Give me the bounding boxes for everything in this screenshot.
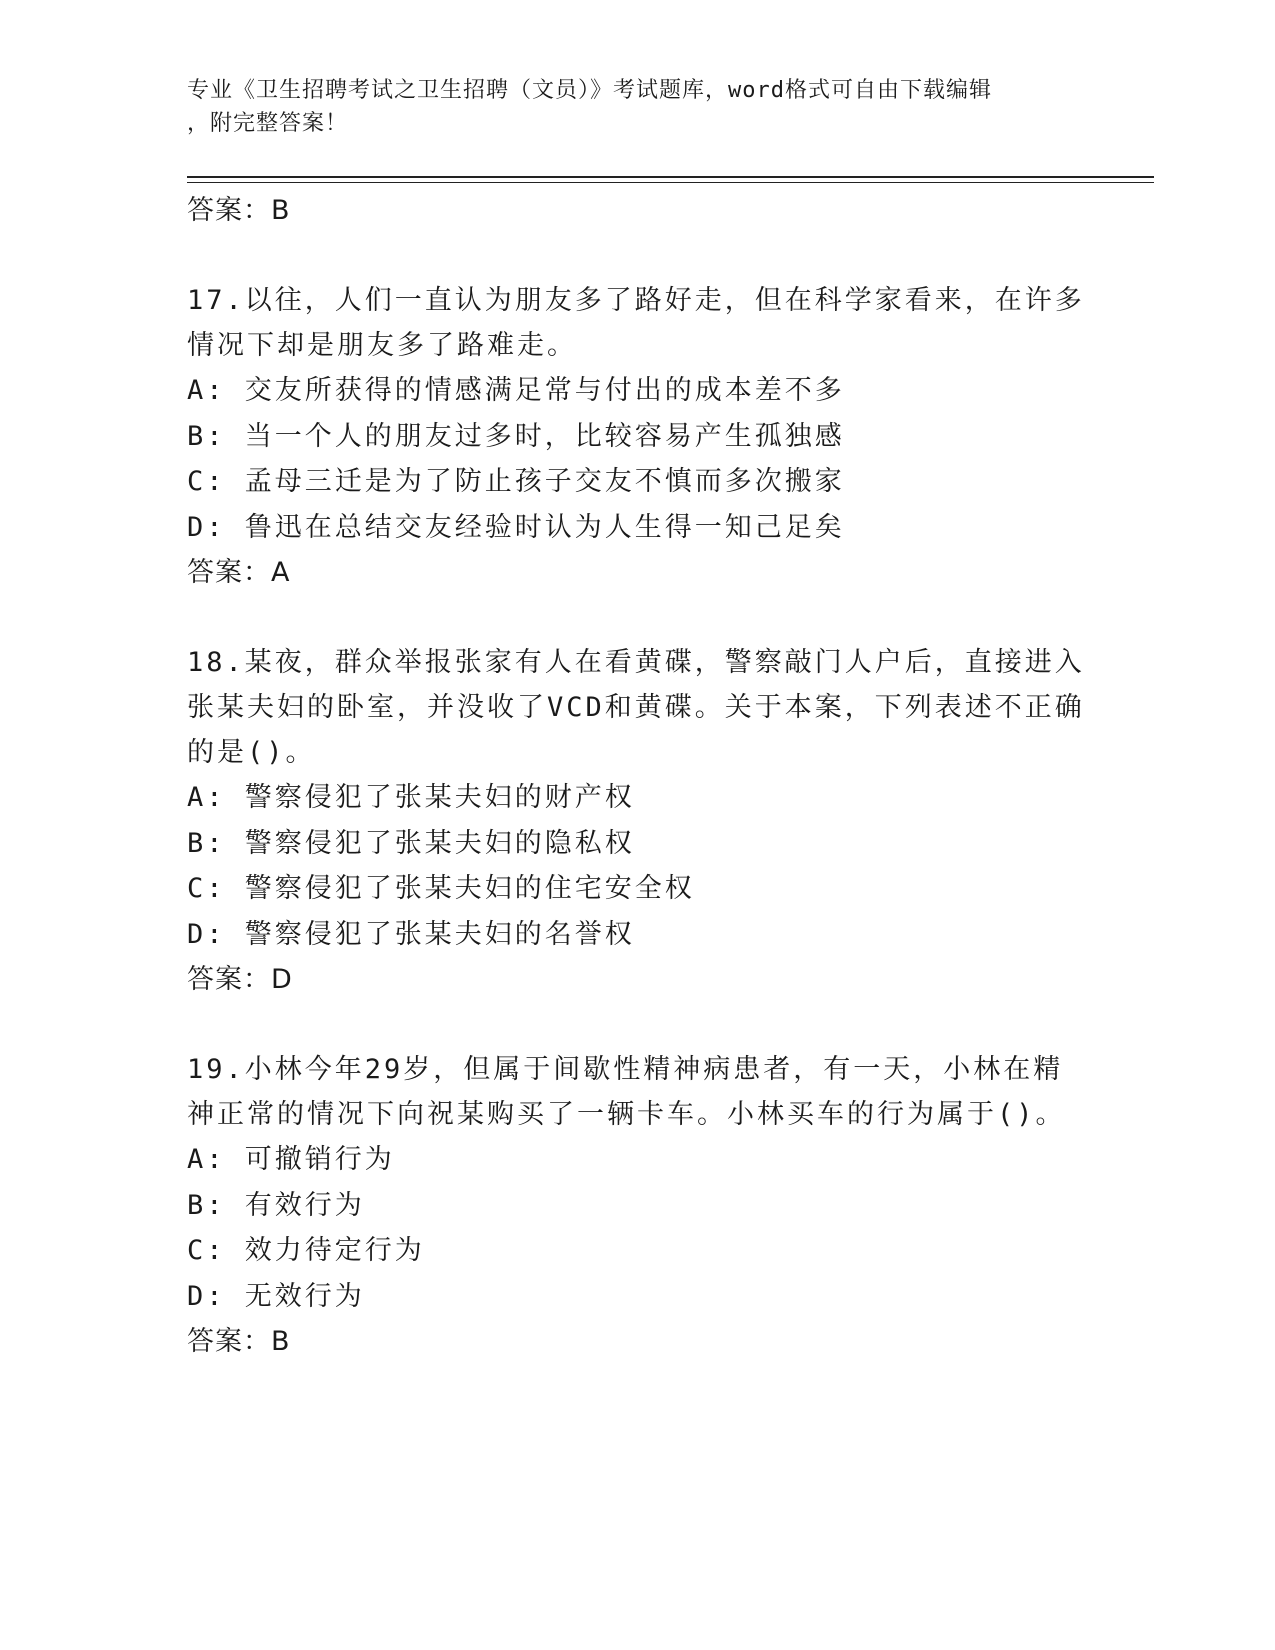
answer-line: 答案：B xyxy=(187,195,291,226)
answer-line: 答案：B xyxy=(187,1326,291,1357)
spacer xyxy=(187,596,1087,640)
spacer xyxy=(187,234,1087,278)
question-text: 19.小林今年29岁，但属于间歇性精神病患者，有一天，小林在精神正常的情况下向祝某购买了一辆卡车。小林买车的行为属于()。 xyxy=(187,1054,1066,1130)
header-line-2: ，附完整答案！ xyxy=(187,111,349,136)
option-c: C: 警察侵犯了张某夫妇的住宅安全权 xyxy=(187,873,695,904)
spacer xyxy=(187,1003,1087,1047)
option-a: A: 交友所获得的情感满足常与付出的成本差不多 xyxy=(187,375,845,406)
option-c: C: 孟母三迁是为了防止孩子交友不慎而多次搬家 xyxy=(187,466,845,497)
header-line-1: 专业《卫生招聘考试之卫生招聘（文员）》考试题库，word格式可自由下载编辑 xyxy=(187,78,992,103)
option-b: B: 警察侵犯了张某夫妇的隐私权 xyxy=(187,827,635,859)
question-text: 17.以往，人们一直认为朋友多了路好走，但在科学家看来，在许多情况下却是朋友多了路难走。 xyxy=(187,285,1085,361)
answer-line: 答案：A xyxy=(187,557,291,588)
option-a: A: 可撤销行为 xyxy=(187,1144,395,1175)
option-d: D: 警察侵犯了张某夫妇的名誉权 xyxy=(187,918,635,950)
question-block-19 xyxy=(187,1047,1087,1365)
option-a: A: 警察侵犯了张某夫妇的财产权 xyxy=(187,782,635,813)
option-c: C: 效力待定行为 xyxy=(187,1235,425,1266)
option-b: B: 当一个人的朋友过多时，比较容易产生孤独感 xyxy=(187,420,845,452)
header-divider-thick xyxy=(187,176,1154,178)
header-divider-thin xyxy=(187,182,1154,183)
question-list xyxy=(187,188,1087,1365)
option-d: D: 鲁迅在总结交友经验时认为人生得一知己足矣 xyxy=(187,511,845,543)
question-text: 18.某夜，群众举报张家有人在看黄碟，警察敲门人户后，直接进入张某夫妇的卧室，并没收了VCD和黄碟。关于本案，下列表述不正确的是()。 xyxy=(187,647,1085,768)
answer-line: 答案：D xyxy=(187,964,293,995)
option-b: B: 有效行为 xyxy=(187,1189,365,1221)
question-block-18 xyxy=(187,640,1087,1003)
option-d: D: 无效行为 xyxy=(187,1280,365,1312)
page-header xyxy=(187,74,1087,140)
question-block-17 xyxy=(187,278,1087,596)
